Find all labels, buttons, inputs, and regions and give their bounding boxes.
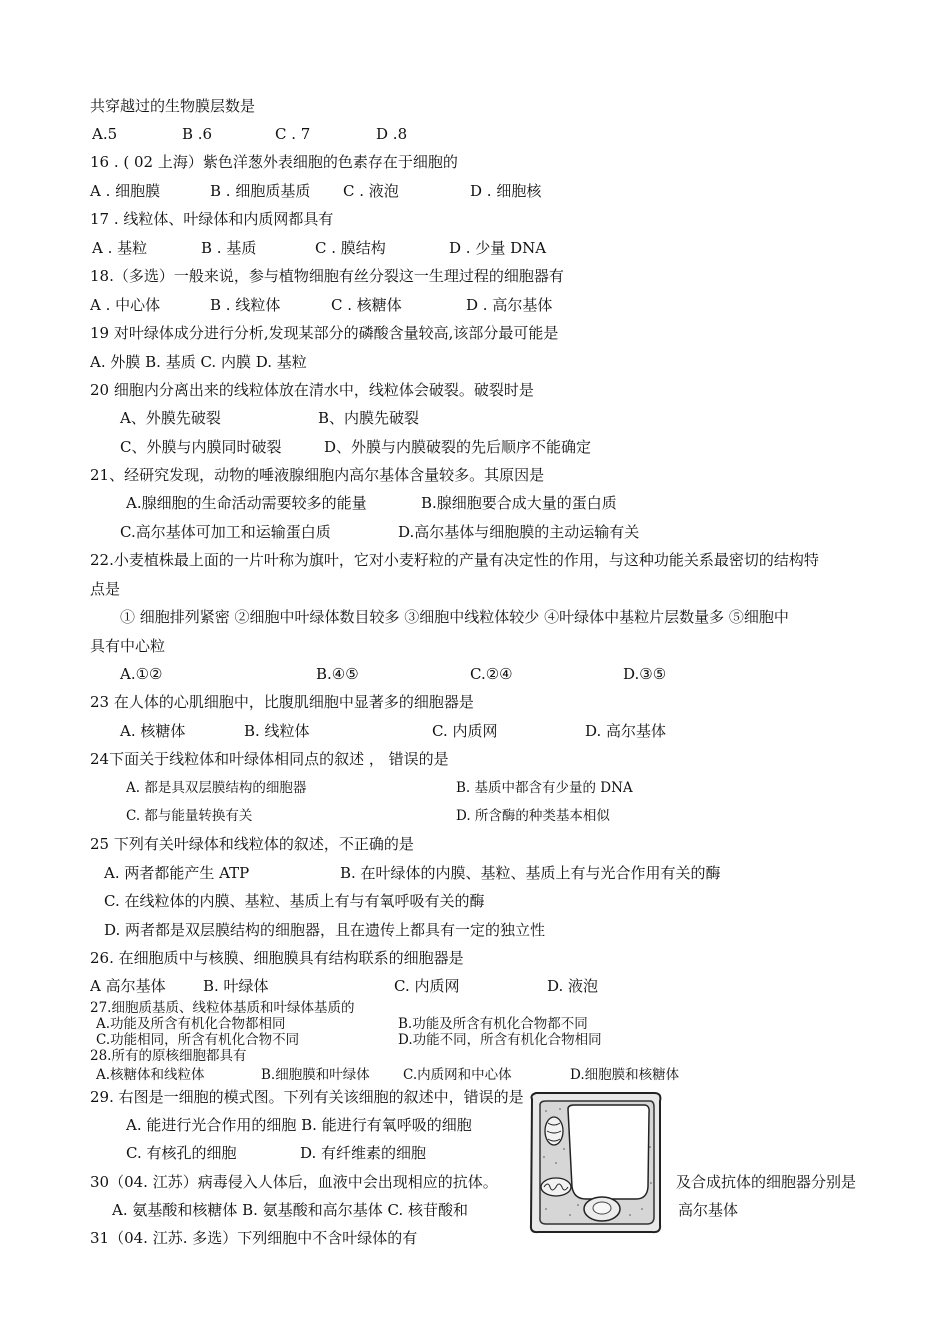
q30-stem: 30（04. 江苏）病毒侵入人体后，血液中会出现相应的抗体。 [90,1173,498,1191]
nucleolus [593,1202,611,1214]
q29-stem: 29. 右图是一细胞的模式图。下列有关该细胞的叙述中，错误的是 [90,1088,524,1106]
q15-option-d: D .8 [376,125,408,143]
q20-option-a: A、外膜先破裂 [120,409,221,427]
q16-option-c: C . 液泡 [343,182,399,200]
q18-option-c: C . 核糖体 [331,296,402,314]
q21-option-c: C.高尔基体可加工和运输蛋白质 [120,523,331,541]
q17-option-d: D . 少量 DNA [449,239,547,257]
q30-stem-end: 及合成抗体的细胞器分别是 [676,1173,857,1191]
q16-option-b: B . 细胞质基质 [210,182,311,200]
q26-stem: 26. 在细胞质中与核膜、细胞膜具有结构联系的细胞器是 [90,949,464,967]
q23-option-b: B. 线粒体 [244,722,310,740]
q18-option-d: D . 高尔基体 [466,296,553,314]
q24-stem: 24下面关于线粒体和叶绿体相同点的叙述 ， 错误的是 [90,750,449,768]
q27-option-a: A.功能及所含有机化合物都相同 [96,1016,286,1032]
q24-option-d: D. 所含酶的种类基本相似 [456,808,610,824]
q25-option-a: A. 两者都能产生 ATP [104,864,250,882]
q24-option-b: B. 基质中都含有少量的 DNA [456,780,633,796]
q25-option-b: B. 在叶绿体的内膜、基粒、基质上有与光合作用有关的酶 [340,864,721,882]
q15-stem-end: 共穿越过的生物膜层数是 [90,97,256,115]
vacuole [568,1105,649,1199]
q26-option-b: B. 叶绿体 [203,977,269,995]
q27-option-d: D.功能不同，所含有机化合物相同 [398,1032,602,1048]
q16-option-a: A . 细胞膜 [90,182,161,200]
q27-stem: 27.细胞质基质、线粒体基质和叶绿体基质的 [90,1000,355,1016]
q16-stem: 16 . ( 02 上海）紫色洋葱外表细胞的色素存在于细胞的 [90,153,458,171]
q28-option-c: C.内质网和中心体 [403,1067,512,1083]
q15-option-a: A.5 [92,125,118,143]
q25-option-d: D. 两者都是双层膜结构的细胞器，且在遗传上都具有一定的独立性 [104,921,546,939]
q17-stem: 17 . 线粒体、叶绿体和内质网都具有 [90,210,334,228]
q19-options: A. 外膜 B. 基质 C. 内膜 D. 基粒 [90,353,307,371]
q22-option-a: A.①② [120,665,163,683]
q28-option-a: A.核糖体和线粒体 [96,1067,205,1083]
q17-option-c: C . 膜结构 [315,239,386,257]
q15-option-b: B .6 [182,125,213,143]
q26-option-d: D. 液泡 [547,977,599,995]
q19-stem: 19 对叶绿体成分进行分析,发现某部分的磷酸含量较高,该部分最可能是 [90,324,559,342]
q28-option-d: D.细胞膜和核糖体 [570,1067,680,1083]
q22-stem-end: 点是 [90,580,121,598]
q30-option-d-end: 高尔基体 [678,1201,739,1219]
q20-stem: 20 细胞内分离出来的线粒体放在清水中，线粒体会破裂。破裂时是 [90,381,534,399]
q27-option-c: C.功能相同，所含有机化合物不同 [96,1032,300,1048]
q22-option-d: D.③⑤ [623,665,667,683]
q15-option-c: C . 7 [275,125,311,143]
q18-option-a: A . 中心体 [90,296,161,314]
q29-options-ab: A. 能进行光合作用的细胞 B. 能进行有氧呼吸的细胞 [126,1116,472,1134]
plant-cell-diagram [526,1087,666,1237]
q22-statements-end: 具有中心粒 [90,637,166,655]
q23-stem: 23 在人体的心肌细胞中，比腹肌细胞中显著多的细胞器是 [90,693,474,711]
q24-option-c: C. 都与能量转换有关 [126,808,253,824]
q26-option-c: C. 内质网 [394,977,460,995]
q22-statements: ① 细胞排列紧密 ②细胞中叶绿体数目较多 ③细胞中线粒体较少 ④叶绿体中基粒片层数量多 ⑤细胞中 [120,608,789,626]
q26-option-a: A 高尔基体 [90,977,166,995]
q22-option-b: B.④⑤ [316,665,359,683]
q17-option-b: B . 基质 [201,239,257,257]
q21-option-a: A.腺细胞的生命活动需要较多的能量 [126,494,367,512]
q27-option-b: B.功能及所含有机化合物都不同 [398,1016,588,1032]
q21-option-b: B.腺细胞要合成大量的蛋白质 [421,494,617,512]
q29-option-c: C. 有核孔的细胞 [126,1144,237,1162]
q28-option-b: B.细胞膜和叶绿体 [261,1067,370,1083]
q25-option-c: C. 在线粒体的内膜、基粒、基质上有与有氧呼吸有关的酶 [104,892,485,910]
q23-option-a: A. 核糖体 [120,722,186,740]
q23-option-d: D. 高尔基体 [585,722,667,740]
q31-stem: 31（04. 江苏. 多选）下列细胞中不含叶绿体的有 [90,1229,418,1247]
q30-options: A. 氨基酸和核糖体 B. 氨基酸和高尔基体 C. 核苷酸和 [112,1201,468,1219]
q24-option-a: A. 都是具双层膜结构的细胞器 [126,780,307,796]
q18-option-b: B . 线粒体 [210,296,281,314]
q22-stem: 22.小麦植株最上面的一片叶称为旗叶，它对小麦籽粒的产量有决定性的作用，与这种功能关系最密切的结构特 [90,551,819,569]
q29-option-d: D. 有纤维素的细胞 [300,1144,427,1162]
q20-option-c: C、外膜与内膜同时破裂 [120,438,282,456]
q22-option-c: C.②④ [470,665,513,683]
q23-option-c: C. 内质网 [432,722,498,740]
q18-stem: 18.（多选）一般来说，参与植物细胞有丝分裂这一生理过程的细胞器有 [90,267,564,285]
q20-option-b: B、内膜先破裂 [318,409,420,427]
q16-option-d: D . 细胞核 [470,182,542,200]
q28-stem: 28.所有的原核细胞都具有 [90,1048,247,1064]
q25-stem: 25 下列有关叶绿体和线粒体的叙述，不正确的是 [90,835,414,853]
q21-option-d: D.高尔基体与细胞膜的主动运输有关 [398,523,640,541]
q21-stem: 21、经研究发现，动物的唾液腺细胞内高尔基体含量较多。其原因是 [90,466,545,484]
q17-option-a: A . 基粒 [92,239,148,257]
q20-option-d: D、外膜与内膜破裂的先后顺序不能确定 [324,438,592,456]
